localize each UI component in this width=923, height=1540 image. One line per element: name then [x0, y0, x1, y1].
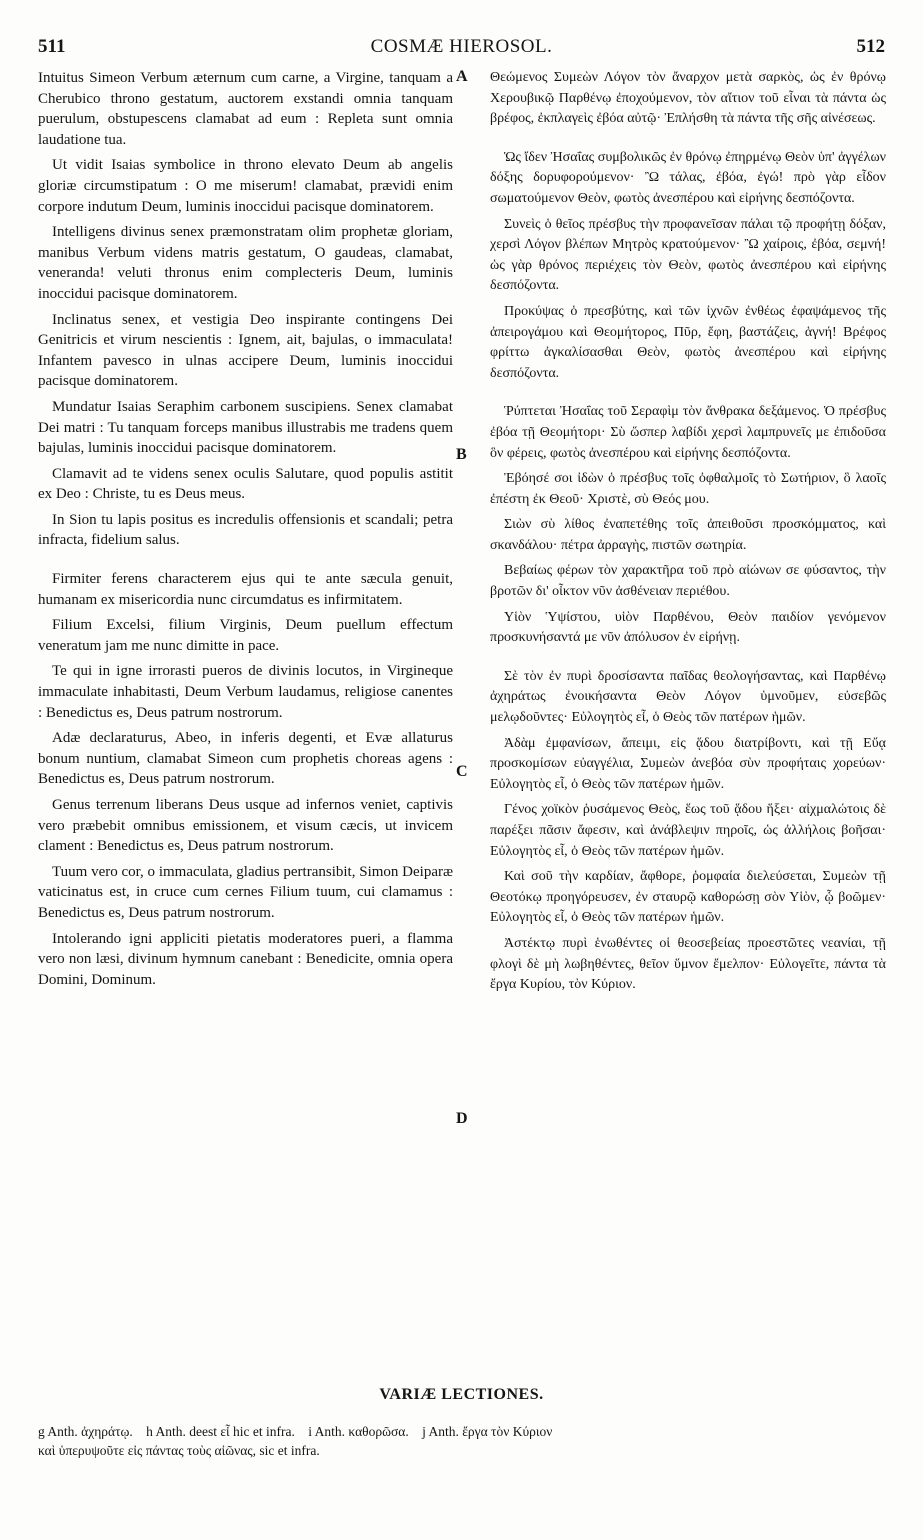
variae-lectiones-heading: VARIÆ LECTIONES.	[379, 1386, 544, 1403]
footnote-g: g Anth. ἀχηράτῳ.	[38, 1424, 133, 1439]
greek-paragraph: Καὶ σοῦ τὴν καρδίαν, ἄφθορε, ῥομφαία διελεύσεται, Συμεὼν τῇ Θεοτόκῳ προηγόρευσεν, ἐν σταυρῷ καθορώσῃ σὸν Υἱὸν, ᾧ βοῶμεν· Εὐλογητὸς εἶ, ὁ Θεὸς τῶν πατέρων ἡμῶν.	[490, 869, 886, 926]
greek-paragraph: Ῥύπτεται Ἠσαΐας τοῦ Σεραφὶμ τὸν ἄνθρακα δεξάμενος. Ὁ πρέσβυς ἐβόα τῇ Θεομήτορι· Σὺ ὥσπερ λαβίδι χερσὶ λαμπρυνεῖς με ἐπιδοῦσα ὃν φέρεις, φωτὸς ἀνεσπέρου καὶ εἰρήνης δεσπόζοντα.	[490, 404, 886, 461]
greek-paragraph: Προκύψας ὁ πρεσβύτης, καὶ τῶν ἰχνῶν ἐνθέως ἐφαψάμενος τῆς ἀπειρογάμου καὶ Θεομήτορος, Πῦρ, ἔφη, βαστάζεις, ἁγνή! Βρέφος φρίττω ἀγκαλίσασθαι Θεὸν, φωτὸς ἀνεσπέρου καὶ εἰρήνης δεσπόζοντα.	[490, 303, 886, 381]
latin-paragraph: Intuitus Simeon Verbum æternum cum carne, a Virgine, tanquam a Cherubico throno gestatum, auctorem exstandi omnia tanquam puerulum, obstupescens clamabat ad eum : Repleta sunt omnia laudatione tua.	[38, 70, 453, 148]
latin-paragraph: Intelligens divinus senex præmonstratam olim prophetæ gloriam, manibus Verbum videns matris gestatum, O gaudeas, clamabat, veneranda! veluti thronus enim complecteris Deum, luminis inoccidui pacisque dominatorem.	[38, 224, 453, 302]
latin-paragraph: Inclinatus senex, et vestigia Deo inspirante contingens Dei Genitricis et virum nescientis : Ignem, ait, bajulas, o immaculata! Infantem pavesco in ulnas accipere Deum, luminis inoccidui pacisque dominatorem.	[38, 311, 453, 390]
footnote-h: h Anth. deest εἶ hic et infra.	[146, 1424, 295, 1439]
greek-paragraph: Ἀδὰμ ἐμφανίσων, ἄπειμι, εἰς ᾅδου διατρίβοντι, καὶ τῇ Εὔᾳ προσκομίσων εὐαγγέλια, Συμεὼν ἀνεβόα σὺν προφήταις χορεύων· Εὐλογητὸς εἶ, ὁ Θεὸς τῶν πατέρων ἡμῶν.	[490, 735, 886, 792]
greek-paragraph: Υἱὸν Ὑψίστου, υἱὸν Παρθένου, Θεὸν παιδίον γενόμενον προσκυνήσαντά με νῦν ἀπόλυσον ἐν εἰρήνῃ.	[490, 609, 886, 646]
margin-marker-b: B	[456, 446, 467, 463]
greek-paragraph: Βεβαίως φέρων τὸν χαρακτῆρα τοῦ πρὸ αἰώνων σε φύσαντος, τὴν βροτῶν δι' οἶκτον νῦν ἀσθένειαν περιέθου.	[490, 563, 886, 600]
latin-column	[38, 68, 453, 995]
latin-paragraph: Mundatur Isaias Seraphim carbonem suscipiens. Senex clamabat Dei matri : Tu tanquam forceps manibus illustrabis me tradens quem bajulas, luminis inoccidui pacisque dominatorem.	[38, 398, 453, 457]
margin-marker-a: A	[456, 68, 468, 85]
greek-paragraph: Σιὼν σὺ λίθος ἐναπετέθης τοῖς ἀπειθοῦσι προσκόμματος, καὶ σκανδάλου· πέτρα ἀρραγὴς, πιστῶν σωτηρία.	[490, 517, 886, 553]
greek-paragraph: Σὲ τὸν ἐν πυρὶ δροσίσαντα παῖδας θεολογήσαντας, καὶ Παρθένῳ ἀχηράτως ἐνοικήσαντα Θεὸν Λόγον ὑμνοῦμεν, εὐσεβῶς μελῳδοῦντες· Εὐλογητὸς εἶ, ὁ Θεὸς τῶν πατέρων ἡμῶν.	[490, 668, 886, 726]
latin-paragraph: In Sion tu lapis positus es incredulis offensionis et scandali; petra infracta, fidelium salus.	[38, 511, 453, 549]
greek-column	[490, 68, 886, 1001]
footnotes	[38, 1422, 888, 1460]
footnote-i: i Anth. καθορῶσα.	[308, 1424, 409, 1439]
latin-paragraph: Ut vidit Isaias symbolice in throno elevato Deum ab angelis gloriæ circumstipatum : O me miserum! clamabat, prævidi enim corpore indutum Deum, luminis inoccidui pacisque dominatorem.	[38, 157, 453, 215]
latin-paragraph: Intolerando igni appliciti pietatis moderatores pueri, a flamma vero non læsi, divinum hymnum canebant : Benedicite, omnia opera Domini, Dominum.	[38, 930, 453, 988]
greek-paragraph: Ἀστέκτῳ πυρὶ ἑνωθέντες οἱ θεοσεβείας προεστῶτες νεανίαι, τῇ φλογὶ δὲ μὴ λωβηθέντες, θεῖον ὕμνον ἔμελπον· Εὐλογεῖτε, πάντα τὰ ἔργα Κυρίου, τὸν Κύριον.	[490, 935, 886, 993]
latin-paragraph: Genus terrenum liberans Deus usque ad infernos veniet, captivis vero præbebit omnibus emissionem, et visum cæcis, ut invicem clament : Benedictus es, Deus patrum nostrorum.	[38, 797, 453, 855]
greek-paragraph: Συνεὶς ὁ θεῖος πρέσβυς τὴν προφανεῖσαν πάλαι τῷ προφήτῃ δόξαν, χερσὶ Λόγον βλέπων Μητρὸς κρατούμενον· Ὢ χαίροις, ἐβόα, σεμνή! ὡς γὰρ θρόνος περιέχεις τὸν Θεὸν, φωτὸς ἀνεσπέρου καὶ εἰρήνης δεσπόζοντα.	[490, 216, 886, 294]
latin-paragraph: Te qui in igne irrorasti pueros de divinis locutos, in Virgineque immaculate inhabitasti, Deum Verbum laudamus, religiose canentes : Benedictus es, Deus patrum nostrorum.	[38, 663, 453, 721]
page-header	[38, 36, 885, 66]
running-title: COSMÆ HIEROSOL.	[370, 36, 553, 57]
page-number-left: 511	[38, 36, 66, 57]
margin-marker-c: C	[456, 763, 468, 780]
latin-paragraph: Adæ declaraturus, Abeo, in inferis degenti, et Evæ allaturus bonum nuntium, clamabat Simeon cum prophetis choreas agens : Benedictus es, Deus patrum nostrorum.	[38, 730, 453, 788]
latin-paragraph: Clamavit ad te videns senex oculis Salutare, quod populis astitit ex Deo : Christe, tu es Deus meus.	[38, 465, 453, 503]
latin-paragraph: Filium Excelsi, filium Virginis, Deum puellum effectum veneratum jam me nunc dimitte in pace.	[38, 617, 453, 654]
footnote-j: j Anth. ἔργα τὸν Κύριον	[422, 1424, 553, 1439]
footnote-continuation: καὶ ὑπερυψοῦτε εἰς πάντας τοὺς αἰῶνας, sic et infra.	[38, 1443, 320, 1458]
latin-paragraph: Tuum vero cor, o immaculata, gladius pertransibit, Simon Deiparæ vaticinatus est, in cruce cum cernes Filium tuum, cui clamamus : Benedictus es, Deus patrum nostrorum.	[38, 863, 453, 921]
latin-paragraph: Firmiter ferens characterem ejus qui te ante sæcula genuit, humanam ex misericordia nunc circumdatus es infirmitatem.	[38, 571, 453, 608]
page-number-right: 512	[856, 36, 885, 57]
greek-paragraph: Ἐβόησέ σοι ἰδὼν ὁ πρέσβυς τοῖς ὀφθαλμοῖς τὸ Σωτήριον, ὃ λαοῖς ἐπέστη ἐκ Θεοῦ· Χριστὲ, σὺ Θεός μου.	[490, 471, 886, 507]
greek-paragraph: Ὡς ἴδεν Ἠσαΐας συμβολικῶς ἐν θρόνῳ ἐπηρμένῳ Θεὸν ὑπ' ἀγγέλων δόξης δορυφορούμενον· Ὢ τάλας, ἐβόα, ἐγώ! πρὸ γὰρ εἶδον σωματούμενον Θεὸν, φωτὸς ἀνεσπέρου καὶ εἰρήνης δεσπόζοντα.	[490, 149, 886, 206]
margin-marker-d: D	[456, 1110, 468, 1127]
greek-paragraph: Θεώμενος Συμεὼν Λόγον τὸν ἄναρχον μετὰ σαρκὸς, ὡς ἐν θρόνῳ Χερουβικῷ Παρθένῳ ἐποχούμενον, τὸν αἴτιον τοῦ εἶναι τὰ πάντα ὡς βρέφος, ἐκπλαγεὶς ἐβόα αὐτῷ· Ἐπλήσθη τὰ πάντα τῆς σῆς αἰνέσεως.	[490, 70, 886, 127]
greek-paragraph: Γένος χοϊκὸν ῥυσάμενος Θεὸς, ἕως τοῦ ᾅδου ἥξει· αἰχμαλώτοις δὲ παρέξει πᾶσιν ἄφεσιν, καὶ ἀνάβλεψιν πηροῖς, ὡς ἀλλήλοις βοῆσαι· Εὐλογητὸς εἶ, ὁ Θεὸς τῶν πατέρων ἡμῶν.	[490, 802, 886, 859]
